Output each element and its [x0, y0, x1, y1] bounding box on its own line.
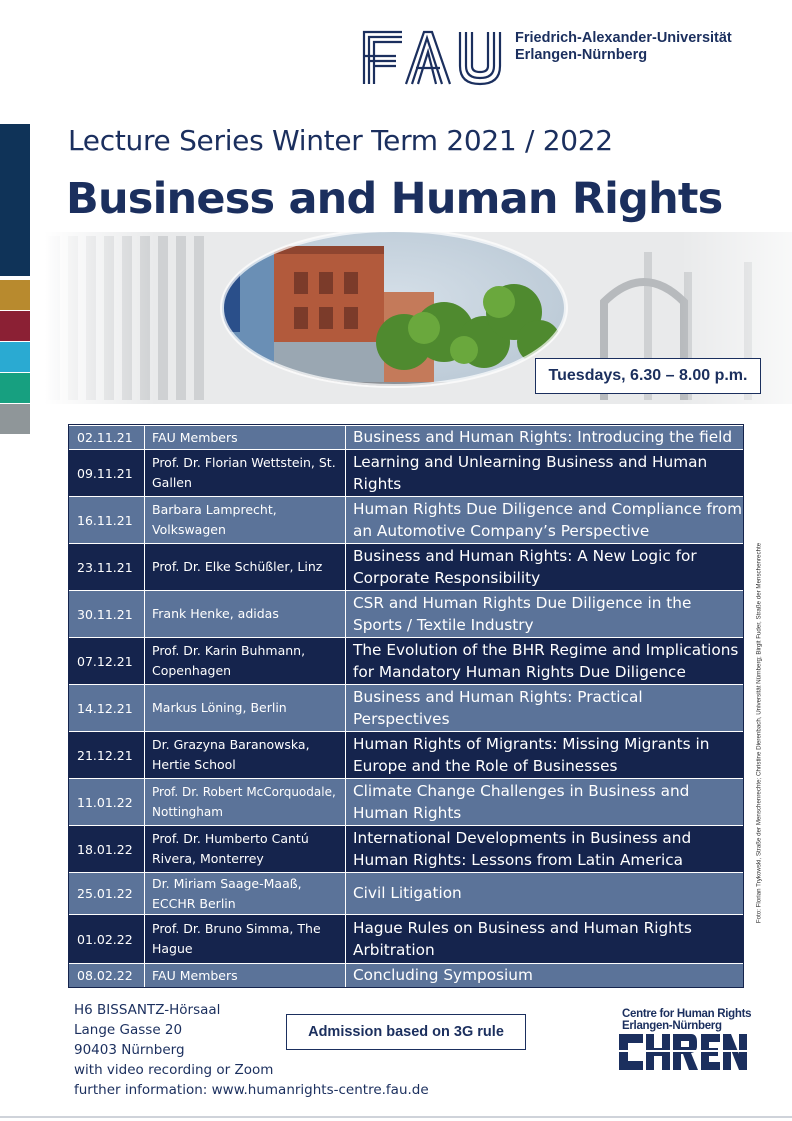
- table-row: [69, 826, 743, 872]
- row-date: 11.01.22: [69, 779, 144, 825]
- fau-logo: [362, 30, 504, 86]
- row-topic: Business and Human Rights: A New Logic for Corporate Responsibility: [346, 544, 743, 590]
- row-speaker: Prof. Dr. Humberto Cantú Rivera, Monterrey: [145, 826, 345, 872]
- table-row: [69, 915, 743, 963]
- centre-name: [622, 1008, 751, 1032]
- photo-credit: [748, 488, 770, 978]
- side-bar-red: [0, 311, 30, 341]
- venue-city: 90403 Nürnberg: [74, 1042, 185, 1058]
- venue-street: Lange Gasse 20: [74, 1022, 183, 1038]
- university-name-line2: Erlangen-Nürnberg: [515, 47, 648, 63]
- row-topic: The Evolution of the BHR Regime and Implications for Mandatory Human Rights Due Diligence: [346, 638, 743, 684]
- row-speaker: Dr. Miriam Saage-Maaß, ECCHR Berlin: [145, 873, 345, 914]
- table-row: [69, 732, 743, 778]
- table-row: [69, 873, 743, 914]
- row-speaker: Prof. Dr. Florian Wettstein, St. Gallen: [145, 450, 345, 496]
- row-speaker: Barbara Lamprecht, Volkswagen: [145, 497, 345, 543]
- admission-box: Admission based on 3G rule: [286, 1014, 526, 1050]
- row-speaker: Prof. Dr. Robert McCorquodale, Nottingham: [145, 779, 345, 825]
- row-topic: CSR and Human Rights Due Diligence in the Sports / Textile Industry: [346, 591, 743, 637]
- row-topic: Concluding Symposium: [346, 964, 743, 987]
- row-topic: International Developments in Business and Human Rights: Lessons from Latin America: [346, 826, 743, 872]
- university-name-line1: Friedrich-Alexander-Universität: [515, 30, 732, 46]
- row-date: 21.12.21: [69, 732, 144, 778]
- table-row: [69, 685, 743, 731]
- row-date: 30.11.21: [69, 591, 144, 637]
- venue-note: with video recording or Zoom: [74, 1062, 274, 1078]
- row-speaker: Frank Henke, adidas: [145, 591, 345, 637]
- centre-name-line2: Erlangen-Nürnberg: [622, 1020, 722, 1032]
- side-bar-cyan: [0, 342, 30, 372]
- row-speaker: Dr. Grazyna Baranowska, Hertie School: [145, 732, 345, 778]
- table-row: [69, 638, 743, 684]
- row-date: 09.11.21: [69, 450, 144, 496]
- row-topic: Business and Human Rights: Introducing the field: [346, 426, 743, 449]
- lecture-series-subtitle: Lecture Series Winter Term 2021 / 2022: [68, 124, 613, 157]
- row-topic: Climate Change Challenges in Business and Human Rights: [346, 779, 743, 825]
- row-speaker: Prof. Dr. Elke Schüßler, Linz: [145, 544, 345, 590]
- page-title: Business and Human Rights: [66, 174, 723, 224]
- photo-credit-text: Foto: Florian Trykowski, Straße der Menschenrechte; Christine Dierenbach, Universität Nürnberg; Birgit Fuder, Straße der Menschenrechte: [755, 542, 763, 924]
- table-row: [69, 544, 743, 590]
- schedule-table: [68, 424, 744, 988]
- row-date: 23.11.21: [69, 544, 144, 590]
- time-box: Tuesdays, 6.30 – 8.00 p.m.: [535, 358, 761, 394]
- table-row: [69, 450, 743, 496]
- row-date: 16.11.21: [69, 497, 144, 543]
- row-date: 07.12.21: [69, 638, 144, 684]
- row-date: 01.02.22: [69, 915, 144, 963]
- table-row: [69, 426, 743, 449]
- row-speaker: FAU Members: [145, 964, 345, 987]
- table-row: [69, 591, 743, 637]
- row-date: 14.12.21: [69, 685, 144, 731]
- side-bar-navy: [0, 124, 30, 276]
- chren-logo: [619, 1034, 747, 1070]
- table-row: [69, 497, 743, 543]
- centre-name-line1: Centre for Human Rights: [622, 1008, 752, 1020]
- side-bar-grey: [0, 404, 30, 434]
- bottom-divider: [0, 1116, 792, 1118]
- further-info: further information: www.humanrights-centre.fau.de: [74, 1082, 429, 1098]
- university-name: [515, 30, 732, 64]
- table-row: [69, 964, 743, 987]
- row-date: 18.01.22: [69, 826, 144, 872]
- table-row: [69, 779, 743, 825]
- side-bar-gold: [0, 280, 30, 310]
- row-topic: Civil Litigation: [346, 873, 743, 914]
- row-speaker: Prof. Dr. Karin Buhmann, Copenhagen: [145, 638, 345, 684]
- row-topic: Hague Rules on Business and Human Rights Arbitration: [346, 915, 743, 963]
- row-topic: Human Rights of Migrants: Missing Migrants in Europe and the Role of Businesses: [346, 732, 743, 778]
- row-date: 08.02.22: [69, 964, 144, 987]
- venue-name: H6 BISSANTZ-Hörsaal: [74, 1002, 221, 1018]
- row-topic: Business and Human Rights: Practical Perspectives: [346, 685, 743, 731]
- row-date: 02.11.21: [69, 426, 144, 449]
- row-topic: Learning and Unlearning Business and Human Rights: [346, 450, 743, 496]
- side-bar-green: [0, 373, 30, 403]
- row-date: 25.01.22: [69, 873, 144, 914]
- row-speaker: FAU Members: [145, 426, 345, 449]
- row-speaker: Prof. Dr. Bruno Simma, The Hague: [145, 915, 345, 963]
- row-speaker: Markus Löning, Berlin: [145, 685, 345, 731]
- row-topic: Human Rights Due Diligence and Compliance from an Automotive Company’s Perspective: [346, 497, 743, 543]
